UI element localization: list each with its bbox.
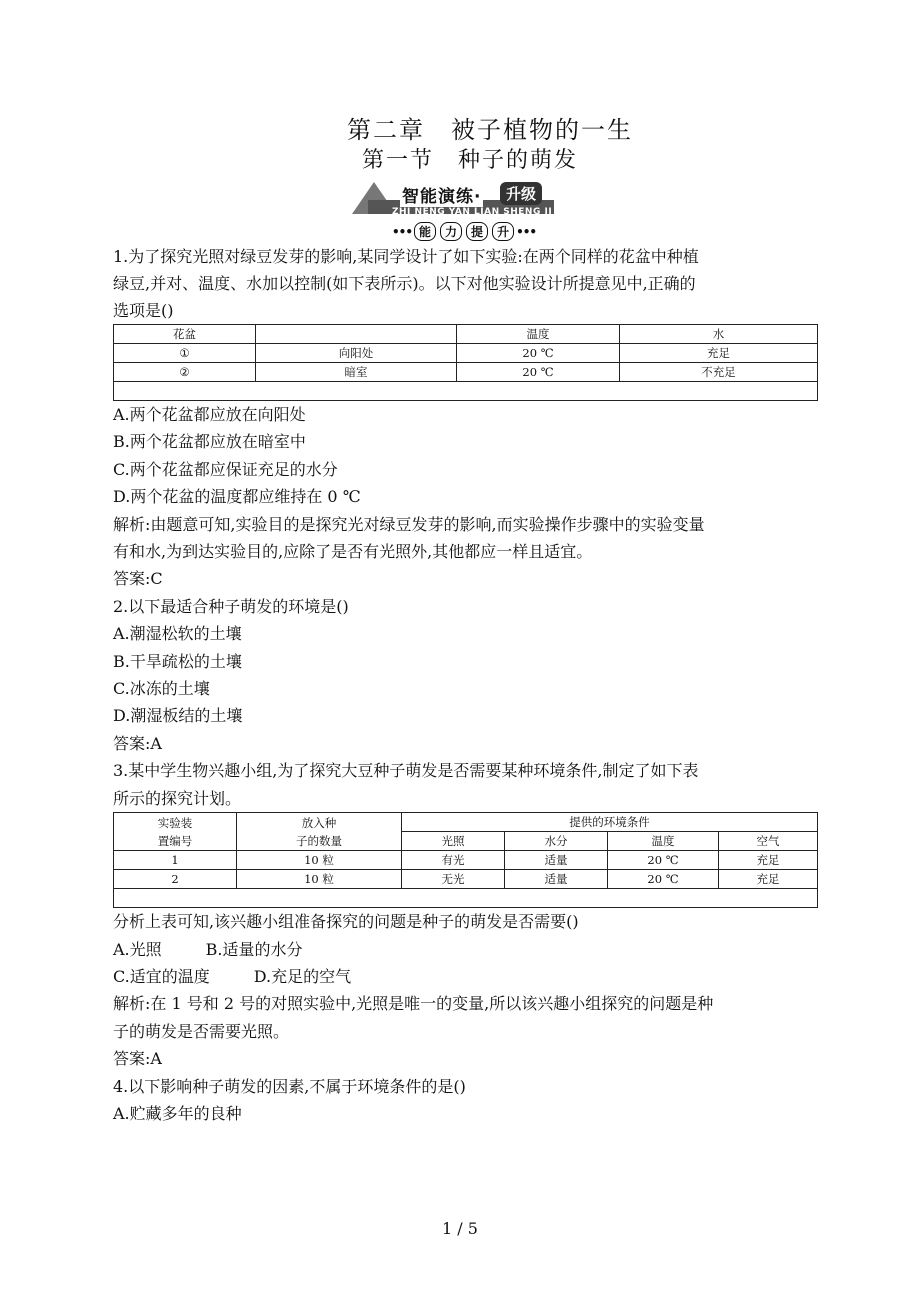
- banner-main-text: 智能演练·: [400, 182, 483, 207]
- table-header-cell: 温度: [457, 325, 620, 344]
- table-cell: ②: [114, 363, 256, 382]
- table-blank-row: [114, 382, 818, 401]
- q1-option-c: C.两个花盆都应保证充足的水分: [113, 459, 338, 479]
- table-header-cell: 水: [620, 325, 818, 344]
- table-cell: 20 ℃: [457, 344, 620, 363]
- q2-stem: 2.以下最适合种子萌发的环境是(): [113, 596, 349, 616]
- table-blank-row: [114, 889, 818, 908]
- table-header-cell: [256, 325, 457, 344]
- table-header-cell: 水分: [505, 832, 608, 851]
- table-cell: 10 粒: [237, 851, 402, 870]
- table-cell: 暗室: [256, 363, 457, 382]
- q3-analysis-line: 子的萌发是否需要光照。: [113, 1021, 290, 1041]
- header-seeds-line1: 放入种: [301, 815, 337, 830]
- q1-option-a: A.两个花盆都应放在向阳处: [113, 405, 306, 424]
- table-header-row: [114, 325, 818, 344]
- q3-stem-line: 分析上表可知,该兴趣小组准备探究的问题是种子的萌发是否需要(): [113, 912, 579, 932]
- tag-char: 力: [440, 222, 462, 241]
- table-cell: 20 ℃: [608, 851, 719, 870]
- table-blank-cell: [114, 889, 818, 908]
- q2-option-a: A.潮湿松软的土壤: [113, 624, 242, 644]
- table-cell: 充足: [719, 870, 818, 889]
- table-cell: 不充足: [620, 363, 818, 382]
- table-row: [114, 851, 818, 870]
- banner-ability-tag: [392, 222, 536, 241]
- q1-answer: 答案:C: [113, 569, 163, 589]
- table-header-row: [114, 813, 818, 832]
- table-cell: 有光: [402, 851, 505, 870]
- table-cell: 20 ℃: [457, 363, 620, 382]
- question-content: [113, 243, 819, 1127]
- table-cell: 20 ℃: [608, 870, 719, 889]
- tag-dots-right: •••: [516, 225, 537, 239]
- q1-table: [113, 324, 818, 401]
- table-cell: 适量: [505, 870, 608, 889]
- table-header-cell: 提供的环境条件: [402, 813, 818, 832]
- q1-analysis-line: 解析:由题意可知,实验目的是探究光对绿豆发芽的影响,而实验操作步骤中的实验变量: [113, 514, 705, 534]
- tag-char: 升: [492, 222, 514, 241]
- q3-option-b: B.适量的水分: [205, 939, 303, 959]
- q3-stem-line: 3.某中学生物兴趣小组,为了探究大豆种子萌发是否需要某种环境条件,制定了如下表: [113, 761, 699, 781]
- q4-stem: 4.以下影响种子萌发的因素,不属于环境条件的是(): [113, 1076, 466, 1096]
- q1-stem-line: 绿豆,并对、温度、水加以控制(如下表所示)。以下对他实验设计所提意见中,正确的: [113, 274, 696, 293]
- q3-table: [113, 812, 818, 908]
- q2-option-d: D.潮湿板结的土壤: [113, 706, 243, 726]
- section-title: 第一节 种子的萌发: [361, 148, 578, 173]
- table-cell: 充足: [620, 344, 818, 363]
- q4-option-a: A.贮藏多年的良种: [113, 1103, 242, 1123]
- title-block: [0, 114, 920, 176]
- q1-option-b: B.两个花盆都应放在暗室中: [113, 432, 306, 452]
- banner-pinyin: ZHI NENG YAN LIAN SHENG JI: [392, 207, 553, 217]
- q3-analysis-line: 解析:在 1 号和 2 号的对照实验中,光照是唯一的变量,所以该兴趣小组探究的问题是种: [113, 994, 714, 1014]
- table-header-cell: [237, 813, 402, 851]
- q3-option-d: D.充足的空气: [253, 966, 352, 986]
- table-cell: 无光: [402, 870, 505, 889]
- q2-option-b: B.干旱疏松的土壤: [113, 651, 242, 671]
- table-cell: 适量: [505, 851, 608, 870]
- table-row: [114, 344, 818, 363]
- tag-char: 能: [414, 222, 436, 241]
- q3-option-a: A.光照: [113, 939, 162, 959]
- q2-option-c: C.冰冻的土壤: [113, 679, 210, 699]
- tag-char: 提: [466, 222, 488, 241]
- banner-level-badge: 升级: [500, 182, 542, 205]
- table-cell: 向阳处: [256, 344, 457, 363]
- q3-stem-line: 所示的探究计划。: [113, 788, 242, 808]
- table-header-cell: 光照: [402, 832, 505, 851]
- q3-answer: 答案:A: [113, 1049, 162, 1069]
- q1-analysis-line: 有和水,为到达实验目的,应除了是否有光照外,其他都应一样且适宜。: [113, 542, 593, 562]
- q2-answer: 答案:A: [113, 733, 162, 753]
- page-number: 1 / 5: [442, 1219, 478, 1238]
- table-row: [114, 870, 818, 889]
- table-cell: 2: [114, 870, 237, 889]
- table-blank-cell: [114, 382, 818, 401]
- table-header-cell: [114, 813, 237, 851]
- header-device-line2: 置编号: [157, 833, 193, 848]
- q3-option-c: C.适宜的温度: [113, 966, 210, 986]
- practice-banner: [352, 180, 568, 244]
- table-cell: 充足: [719, 851, 818, 870]
- q1-stem-line: 选项是(): [113, 301, 174, 320]
- table-cell: 10 粒: [237, 870, 402, 889]
- chapter-title: 第二章 被子植物的一生: [347, 116, 633, 144]
- q1-option-d: D.两个花盆的温度都应维持在 0 ℃: [113, 487, 361, 507]
- header-seeds-line2: 子的数量: [296, 833, 342, 848]
- table-header-cell: 温度: [608, 832, 719, 851]
- tag-dots-left: •••: [392, 225, 413, 239]
- table-cell: ①: [114, 344, 256, 363]
- table-row: [114, 363, 818, 382]
- table-header-cell: 空气: [719, 832, 818, 851]
- header-device-line1: 实验装: [157, 815, 193, 830]
- q3-options-cd: [113, 963, 819, 990]
- table-header-cell: 花盆: [114, 325, 256, 344]
- table-cell: 1: [114, 851, 237, 870]
- q3-options-ab: [113, 936, 819, 963]
- q1-stem-line: 1.为了探究光照对绿豆发芽的影响,某同学设计了如下实验:在两个同样的花盆中种植: [113, 247, 699, 266]
